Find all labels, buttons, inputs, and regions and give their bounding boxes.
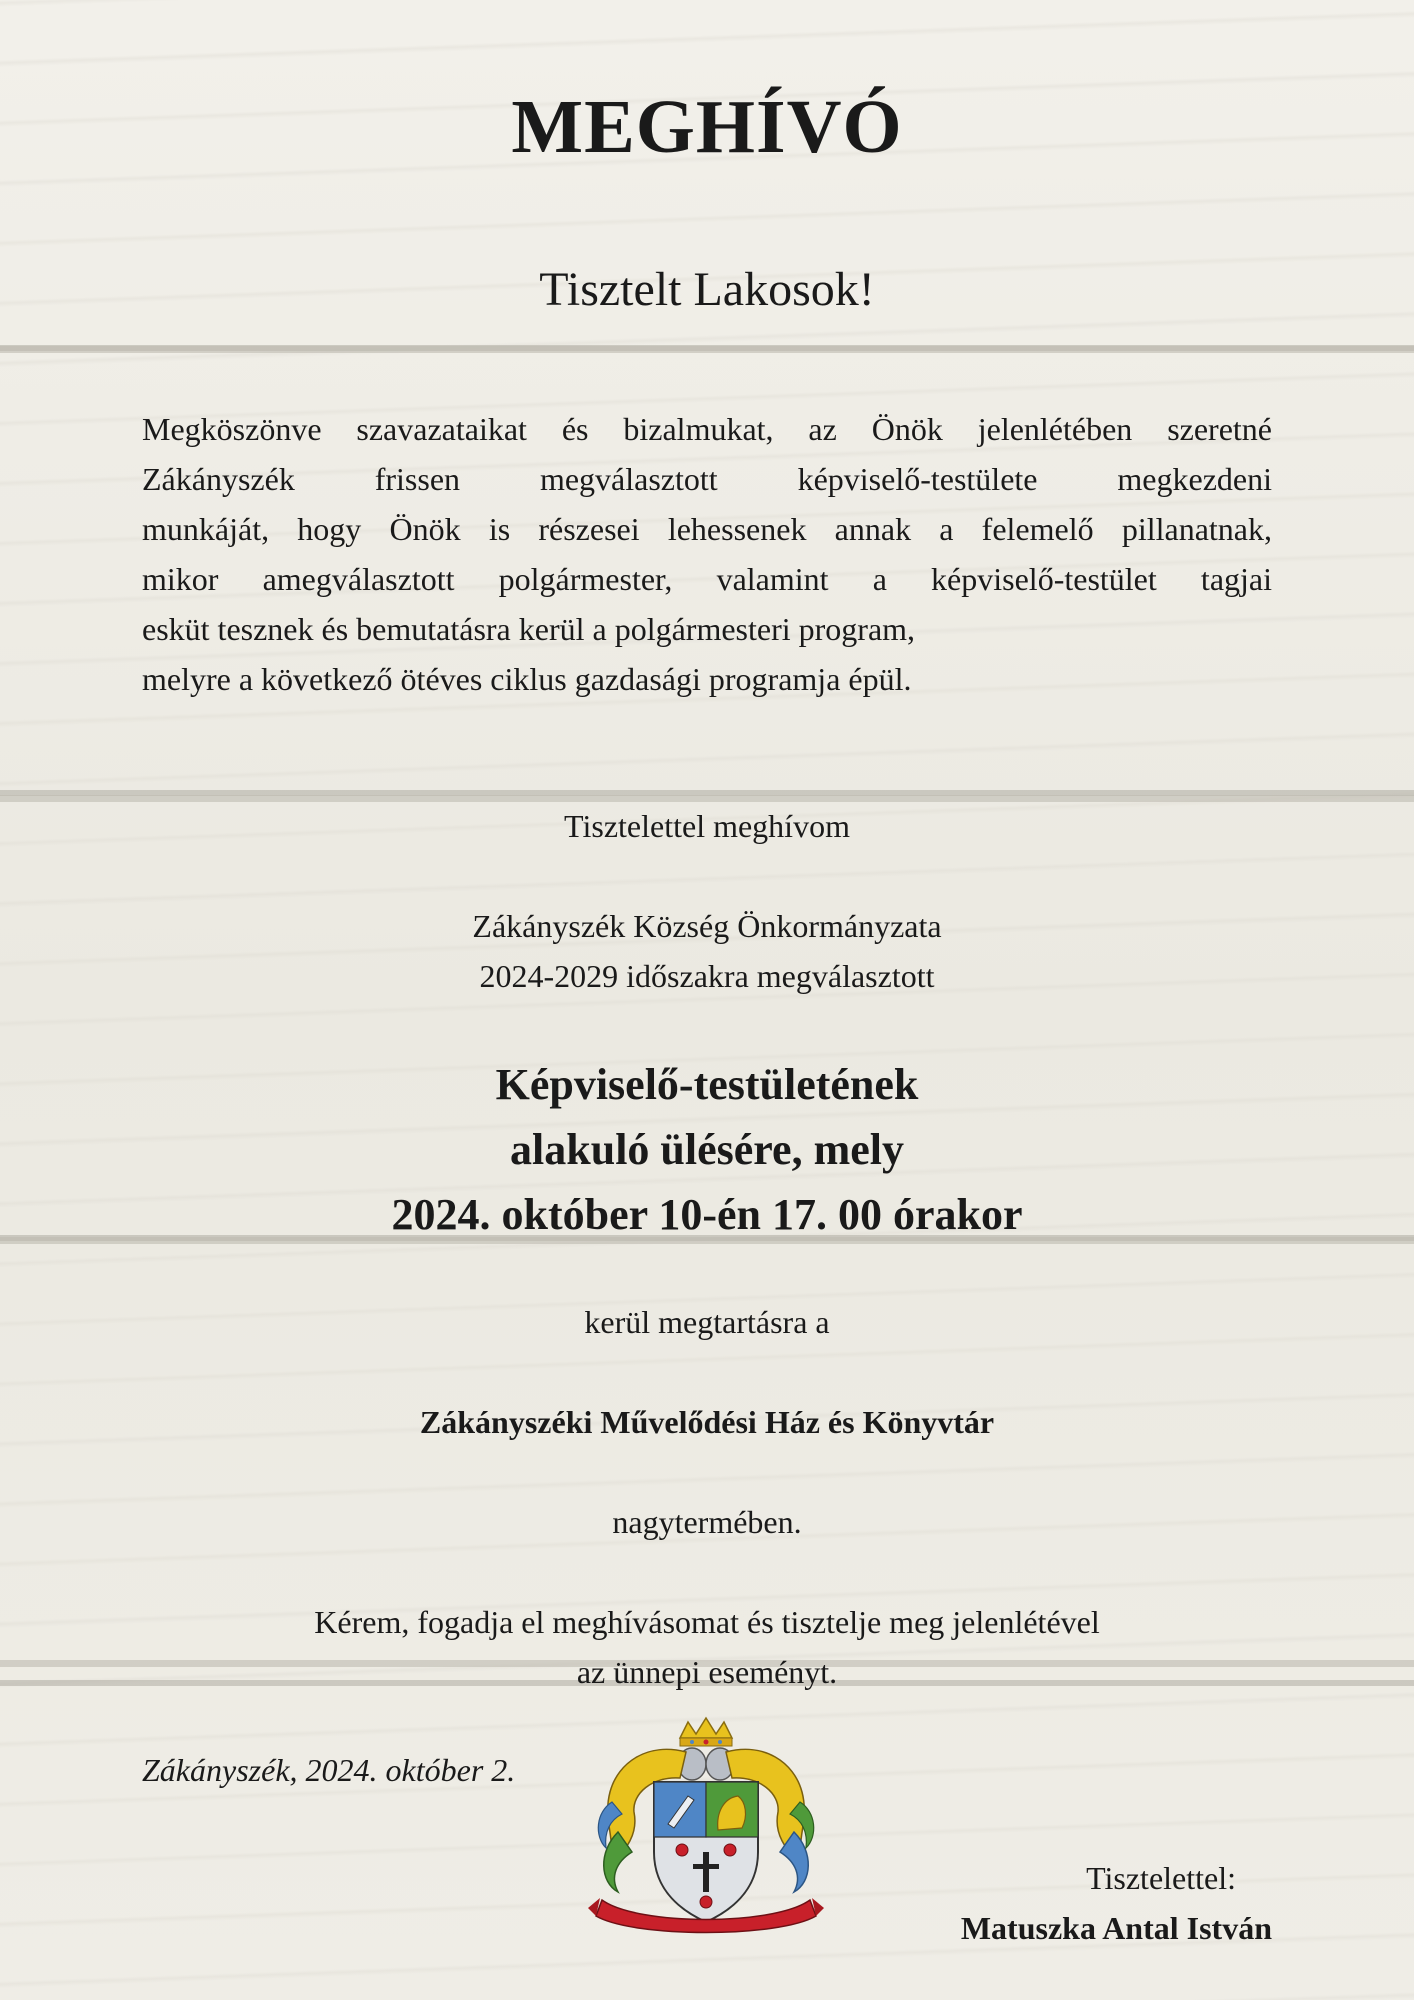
intro-line: Megköszönve szavazataikat és bizalmukat, az Önök jelenlétében szeretné: [142, 411, 1272, 447]
signatory-name: Matuszka Antal István: [960, 1910, 1272, 1946]
closing-block: [961, 1853, 1272, 1953]
request-line: Kérem, fogadja el meghívásomat és tisztelje meg jelenlétével: [314, 1604, 1100, 1640]
venue-name: Zákányszéki Művelődési Ház és Könyvtár: [419, 1404, 995, 1440]
closing-label: Tisztelettel:: [1086, 1860, 1236, 1896]
greeting: Tisztelt Lakosok!: [539, 263, 875, 316]
request-line: az ünnepi eseményt.: [576, 1654, 838, 1690]
place-and-date: Zákányszék, 2024. október 2.: [142, 1752, 516, 1788]
held-line: kerül megtartásra a: [584, 1304, 830, 1340]
intro-line: esküt tesznek és bemutatásra kerül a polgármesteri program,: [142, 611, 916, 647]
invitation-title: MEGHÍVÓ: [511, 85, 903, 169]
intro-line: munkáját, hogy Önök is részesei lehessenek annak a felemelő pillanatnak,: [142, 511, 1272, 547]
intro-line: melyre a következő ötéves ciklus gazdasági programja épül.: [142, 661, 912, 697]
highlight-line: Képviselő-testületének: [495, 1060, 919, 1109]
intro-line: mikor amegválasztott polgármester, valamint a képviselő-testület tagjai: [142, 561, 1272, 597]
wood-plank-divider: [0, 795, 1414, 802]
highlight-line: alakuló ülésére, mely: [510, 1125, 904, 1174]
event-datetime: 2024. október 10-én 17. 00 órakor: [391, 1190, 1023, 1239]
invite-line: Tisztelettel meghívom: [564, 808, 850, 844]
wood-plank-divider: [0, 346, 1414, 353]
council-line: 2024-2029 időszakra megválasztott: [479, 958, 935, 994]
intro-line: Zákányszék frissen megválasztott képviselő-testülete megkezdeni: [142, 461, 1272, 497]
venue-room: nagytermében.: [612, 1504, 802, 1540]
coat-of-arms-icon: [588, 1712, 824, 1938]
council-line: Zákányszék Község Önkormányzata: [472, 908, 942, 944]
intro-paragraph: [142, 404, 1272, 704]
